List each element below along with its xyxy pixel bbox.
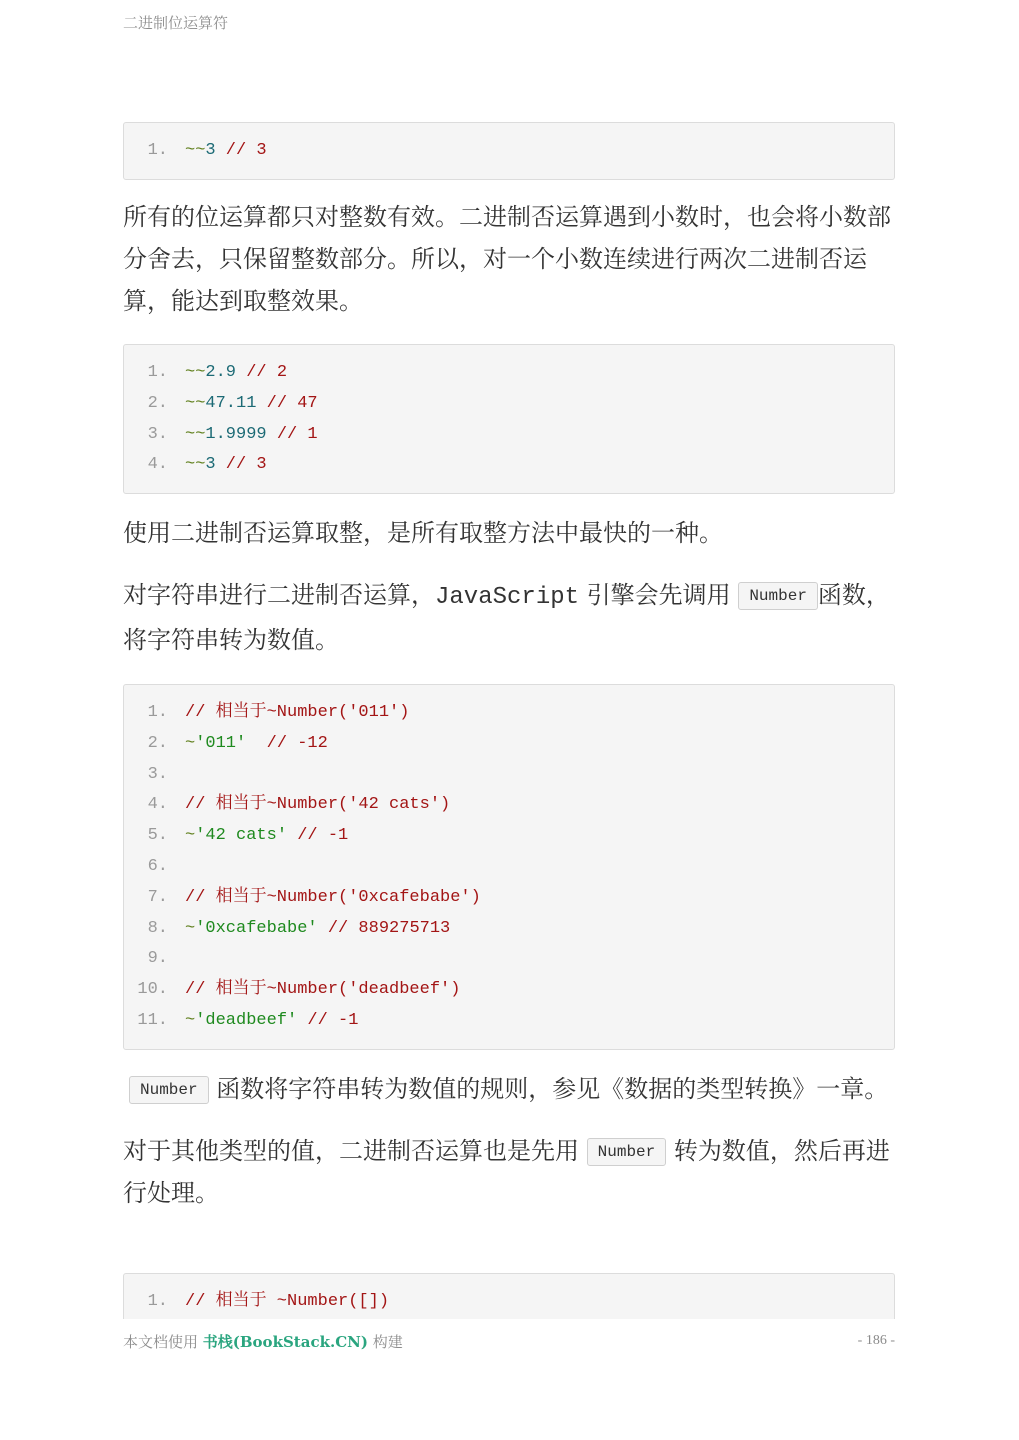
paragraph bbox=[123, 1068, 895, 1110]
code-token-op: ~ bbox=[185, 1010, 196, 1030]
code-text bbox=[185, 420, 318, 451]
code-token-num: 3 bbox=[205, 455, 216, 475]
code-text bbox=[185, 1006, 358, 1037]
code-token-comment: // 相当于 ~Number([]) bbox=[185, 1292, 390, 1311]
line-number: 8. bbox=[147, 918, 168, 938]
line-number: 5. bbox=[147, 826, 168, 846]
line-number: 3. bbox=[147, 764, 168, 784]
line-number: 2. bbox=[147, 393, 168, 413]
code-token-op: ~~ bbox=[185, 141, 206, 160]
line-number: 6. bbox=[147, 856, 168, 876]
code-line bbox=[124, 883, 894, 914]
code-line bbox=[124, 358, 894, 389]
code-token-op: ~~ bbox=[185, 393, 206, 413]
paragraph-text: 函数，将字符串转为数值。 bbox=[123, 581, 890, 654]
line-number: 3. bbox=[147, 424, 168, 444]
code-line bbox=[124, 698, 894, 729]
code-block bbox=[123, 122, 895, 180]
paragraph-text: 对字符串进行二进制否运算， bbox=[123, 581, 435, 609]
code-block bbox=[123, 684, 895, 1050]
code-block bbox=[123, 344, 895, 494]
code-text bbox=[185, 450, 267, 481]
footer-credit bbox=[123, 1331, 403, 1352]
paragraph: 所有的位运算都只对整数有效。二进制否运算遇到小数时，也会将小数部分舍去，只保留整数部分。所以，对一个小数连续进行两次二进制否运算，能达到取整效果。 bbox=[123, 203, 891, 315]
footer-link[interactable]: 书栈(BookStack.CN) bbox=[202, 1333, 368, 1351]
code-line bbox=[124, 389, 894, 420]
code-token-num: 2.9 bbox=[205, 363, 237, 382]
page-number: - 186 - bbox=[857, 1333, 895, 1348]
line-number: 9. bbox=[147, 949, 168, 969]
code-token-num: 1.9999 bbox=[205, 424, 267, 444]
code-token-comment: // -1 bbox=[297, 1010, 359, 1030]
paragraph-text: 引擎会先调用 bbox=[579, 581, 731, 609]
code-token-comment: // 889275713 bbox=[317, 918, 451, 938]
code-line bbox=[124, 450, 894, 481]
code-token-str: 'deadbeef' bbox=[195, 1010, 298, 1030]
code-token-comment: // 3 bbox=[215, 455, 267, 475]
code-line bbox=[124, 914, 894, 945]
code-token-comment: // 47 bbox=[256, 393, 318, 413]
paragraph-text: JavaScript bbox=[435, 584, 580, 611]
code-token-comment: // 相当于~Number('42 cats') bbox=[185, 795, 451, 815]
code-text bbox=[185, 914, 450, 945]
footer-suffix: 构建 bbox=[367, 1333, 403, 1351]
code-line bbox=[124, 852, 894, 883]
paragraph-text: 函数将字符串转为数值的规则，参见《数据的类型转换》一章。 bbox=[216, 1075, 889, 1103]
code-line bbox=[124, 760, 894, 791]
line-number: 7. bbox=[147, 887, 168, 907]
line-number: 1. bbox=[147, 1292, 168, 1311]
code-text bbox=[185, 136, 267, 167]
code-token-comment: // -1 bbox=[287, 826, 349, 846]
code-token-op: ~~ bbox=[185, 424, 206, 444]
inline-code: Number bbox=[587, 1138, 667, 1166]
code-text bbox=[185, 698, 409, 729]
code-token-comment: // 相当于~Number('011') bbox=[185, 703, 410, 722]
code-token-op: ~~ bbox=[185, 363, 206, 382]
line-number: 4. bbox=[147, 455, 168, 475]
page-header-title: 二进制位运算符 bbox=[123, 14, 229, 32]
line-number: 4. bbox=[147, 795, 168, 815]
code-token-op: ~ bbox=[185, 826, 196, 846]
code-block bbox=[123, 1273, 895, 1319]
code-line bbox=[124, 944, 894, 975]
code-token-op: ~ bbox=[185, 918, 196, 938]
code-token-op: ~~ bbox=[185, 455, 206, 475]
code-line bbox=[124, 975, 894, 1006]
code-token-comment: // -12 bbox=[246, 733, 328, 753]
code-token-comment: // 相当于~Number('deadbeef') bbox=[185, 980, 461, 1000]
code-token-num: 47.11 bbox=[205, 393, 257, 413]
code-text bbox=[185, 790, 450, 821]
line-number: 1. bbox=[147, 703, 168, 722]
code-text bbox=[185, 358, 287, 389]
code-token-str: '42 cats' bbox=[195, 826, 288, 846]
code-text bbox=[185, 1287, 389, 1318]
code-token-str: '011' bbox=[195, 733, 247, 753]
code-line bbox=[124, 1006, 894, 1037]
code-block-clipped bbox=[123, 1273, 895, 1319]
code-text bbox=[185, 883, 481, 914]
code-text bbox=[185, 729, 328, 760]
inline-code: Number bbox=[738, 582, 818, 610]
code-token-comment: // 2 bbox=[236, 363, 288, 382]
line-number: 2. bbox=[147, 733, 168, 753]
paragraph-text: 转为数值，然后再进行处理。 bbox=[123, 1137, 890, 1207]
code-token-comment: // 相当于~Number('0xcafebabe') bbox=[185, 887, 481, 907]
line-number: 10. bbox=[137, 980, 168, 1000]
paragraph bbox=[123, 574, 895, 661]
code-line bbox=[124, 1287, 894, 1318]
line-number: 1. bbox=[147, 363, 168, 382]
inline-code: Number bbox=[129, 1076, 209, 1104]
code-token-str: '0xcafebabe' bbox=[195, 918, 318, 938]
code-token-num: 3 bbox=[205, 141, 216, 160]
code-text bbox=[185, 975, 460, 1006]
paragraph bbox=[123, 1130, 895, 1214]
code-line bbox=[124, 420, 894, 451]
footer-prefix: 本文档使用 bbox=[123, 1333, 203, 1351]
document-content bbox=[123, 122, 895, 1214]
code-text bbox=[185, 389, 318, 420]
code-line bbox=[124, 790, 894, 821]
code-token-comment: // 1 bbox=[266, 424, 318, 444]
code-text bbox=[185, 821, 348, 852]
code-line bbox=[124, 136, 894, 167]
code-token-op: ~ bbox=[185, 733, 196, 753]
paragraph-text: 对于其他类型的值，二进制否运算也是先用 bbox=[123, 1137, 579, 1165]
code-token-comment: // 3 bbox=[215, 141, 267, 160]
line-number: 11. bbox=[137, 1010, 168, 1030]
paragraph: 使用二进制否运算取整，是所有取整方法中最快的一种。 bbox=[123, 519, 723, 547]
code-line bbox=[124, 729, 894, 760]
code-line bbox=[124, 821, 894, 852]
line-number: 1. bbox=[147, 141, 168, 160]
